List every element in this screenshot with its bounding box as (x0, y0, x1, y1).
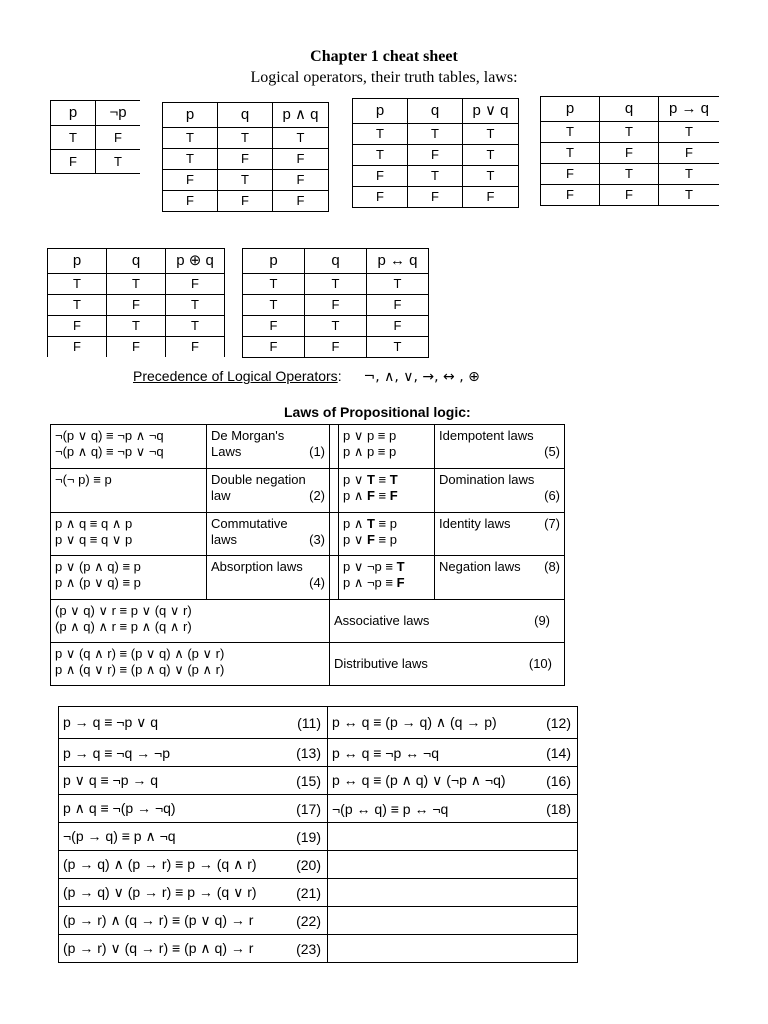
law-formula (51, 425, 207, 468)
law-name (435, 513, 564, 555)
law-name (435, 425, 564, 468)
table-cell: T (353, 124, 408, 145)
law-formula (51, 643, 330, 685)
table-cell: F (541, 185, 600, 206)
formula-part: T (366, 472, 375, 487)
equivalence-formula: (p → r) ∨ (q → r) ≡ (p ∧ q) → r (63, 940, 254, 956)
table-row (58, 706, 578, 738)
table-cell: F (273, 149, 329, 170)
equivalence-number: (20) (296, 856, 321, 873)
table-header: p (48, 249, 107, 274)
table-cell: F (273, 170, 329, 191)
equivalence-cell (59, 795, 328, 822)
table-cell: F (367, 316, 429, 337)
law-number: (7) (544, 516, 560, 531)
equivalence-cell (59, 879, 328, 906)
law-name-line: law (211, 488, 231, 503)
equivalence-cell-empty (328, 907, 577, 934)
formula-part: ≡ p (374, 516, 397, 531)
law-name-line: Identity laws (439, 516, 511, 531)
equivalence-number: (19) (296, 828, 321, 845)
laws-row (50, 512, 565, 555)
formula-line: ¬(p ∧ q) ≡ ¬p ∨ ¬q (55, 444, 164, 459)
table-header: ¬p (96, 101, 141, 126)
table-header: p ∨ q (463, 99, 519, 124)
table-cell: F (273, 191, 329, 212)
equivalence-cell (59, 707, 328, 738)
formula-part: p ∧ (343, 488, 367, 503)
equivalence-cell (59, 739, 328, 766)
table-cell: T (305, 316, 367, 337)
truth-table-implies (540, 96, 719, 206)
formula-part: F (366, 532, 375, 547)
table-cell: F (408, 187, 463, 208)
truth-table-iff (242, 248, 429, 358)
equivalence-formula: ¬(p → q) ≡ p ∧ ¬q (63, 828, 176, 844)
table-cell: T (408, 124, 463, 145)
table-cell: F (243, 337, 305, 358)
law-number: (5) (544, 444, 560, 459)
table-cell: T (273, 128, 329, 149)
law-formula (339, 513, 435, 555)
equivalence-number: (15) (296, 772, 321, 789)
table-cell: F (353, 166, 408, 187)
table-cell: F (96, 126, 141, 150)
equivalence-number: (18) (546, 800, 571, 817)
table-cell: T (463, 166, 519, 187)
law-number: (6) (544, 488, 560, 503)
page-subtitle: Logical operators, their truth tables, laws: (250, 69, 518, 86)
laws-table (50, 424, 565, 686)
precedence-colon: : (337, 368, 342, 384)
formula-line: p ∨ p ≡ p (343, 428, 397, 443)
truth-table-xor (47, 248, 225, 357)
law-name-line: Associative laws (334, 613, 430, 628)
law-name-line: Commutative (211, 516, 288, 531)
law-number: (9) (534, 613, 550, 628)
equivalence-formula: p ↔ q ≡ (p → q) ∧ (q → p) (332, 714, 497, 730)
equivalence-cell (59, 767, 328, 794)
equivalence-cell (328, 739, 577, 766)
table-cell: T (367, 337, 429, 358)
table-cell: T (659, 164, 720, 185)
table-cell: F (218, 191, 273, 212)
formula-line: ¬(p ∨ q) ≡ ¬p ∧ ¬q (55, 428, 164, 443)
equivalence-formula: ¬(p ↔ q) ≡ p ↔ ¬q (332, 800, 449, 817)
equivalence-formula: p ↔ q ≡ ¬p ↔ ¬q (332, 744, 440, 761)
formula-line: (p ∧ q) ∧ r ≡ p ∧ (q ∧ r) (55, 619, 192, 634)
formula-line: ¬(¬ p) ≡ p (55, 472, 112, 487)
divider (330, 425, 339, 468)
law-formula (339, 469, 435, 512)
formula-line: p ∨ q ≡ q ∨ p (55, 532, 133, 547)
table-cell: F (163, 191, 218, 212)
formula-line: p ∧ q ≡ q ∧ p (55, 516, 133, 531)
equivalence-cell (328, 767, 577, 794)
equivalence-cell (59, 851, 328, 878)
law-number: (10) (528, 656, 552, 671)
laws-heading: Laws of Propositional logic: (284, 404, 471, 420)
table-cell: F (600, 143, 659, 164)
table-cell: F (305, 295, 367, 316)
table-cell: F (48, 337, 107, 358)
equivalence-cell-empty (328, 851, 577, 878)
law-name-line: Distributive laws (334, 656, 428, 671)
table-cell: T (166, 295, 225, 316)
equivalence-number: (14) (546, 744, 571, 761)
equivalence-number: (16) (546, 772, 571, 789)
table-cell: F (600, 185, 659, 206)
divider (330, 556, 339, 599)
law-name (330, 643, 564, 685)
law-name (207, 556, 330, 599)
table-header: p ↔ q (367, 249, 429, 274)
law-name-line: Double negation (211, 472, 306, 487)
formula-line: p ∧ p ≡ p (343, 444, 397, 459)
table-cell: T (659, 185, 720, 206)
equivalence-formula: p → q ≡ ¬p ∨ q (63, 714, 159, 730)
divider (330, 469, 339, 512)
formula-part: ≡ (374, 472, 390, 487)
law-number: (2) (309, 488, 325, 503)
formula-part: T (396, 559, 405, 574)
table-cell: F (367, 295, 429, 316)
laws-row (50, 599, 565, 642)
law-number: (3) (309, 532, 325, 547)
table-header: p ∧ q (273, 103, 329, 128)
formula-part: F (366, 488, 375, 503)
laws-row (50, 424, 565, 468)
table-cell: T (51, 126, 96, 150)
table-cell: F (353, 187, 408, 208)
precedence-label: Precedence of Logical Operators (133, 368, 338, 384)
equivalence-number: (22) (296, 912, 321, 929)
law-name-line: Idempotent laws (439, 428, 534, 443)
table-cell: T (600, 164, 659, 185)
equivalence-formula: (p → q) ∨ (p → r) ≡ p → (q ∨ r) (63, 884, 257, 900)
formula-line: p ∨ (p ∧ q) ≡ p (55, 559, 141, 574)
formula-part: T (389, 472, 398, 487)
precedence-line (133, 368, 480, 385)
table-cell: T (243, 274, 305, 295)
table-row (58, 850, 578, 878)
table-cell: F (107, 295, 166, 316)
equivalence-formula: p ∧ q ≡ ¬(p → ¬q) (63, 800, 176, 816)
table-cell: T (367, 274, 429, 295)
table-row (58, 766, 578, 794)
truth-table-not (50, 100, 140, 174)
equivalence-number: (13) (296, 744, 321, 761)
table-cell: T (218, 128, 273, 149)
table-header: p → q (659, 97, 720, 122)
formula-part: T (366, 516, 375, 531)
equivalences-table (58, 706, 578, 963)
equivalence-number: (21) (296, 884, 321, 901)
formula-part: p ∧ ¬p ≡ (343, 575, 397, 590)
equivalence-cell-empty (328, 823, 577, 850)
table-header: q (408, 99, 463, 124)
page-title: Chapter 1 cheat sheet (310, 48, 458, 65)
table-row (58, 794, 578, 822)
formula-part: p ∨ (343, 472, 367, 487)
table-cell: F (463, 187, 519, 208)
table-row (58, 878, 578, 906)
formula-part: F (396, 575, 405, 590)
table-cell: F (48, 316, 107, 337)
equivalence-number: (11) (297, 714, 321, 731)
law-name-line: laws (211, 532, 238, 547)
table-header: q (218, 103, 273, 128)
table-cell: T (463, 145, 519, 166)
table-header: q (107, 249, 166, 274)
table-cell: F (166, 337, 225, 358)
law-name (435, 556, 564, 599)
precedence-operators: ¬, ∧, ∨, →, ↔ , ⊕ (363, 369, 480, 385)
law-formula (51, 556, 207, 599)
table-cell: T (48, 274, 107, 295)
table-cell: T (541, 122, 600, 143)
table-cell: F (166, 274, 225, 295)
table-cell: T (659, 122, 720, 143)
table-header: p (163, 103, 218, 128)
table-cell: T (107, 274, 166, 295)
table-cell: T (163, 149, 218, 170)
laws-row (50, 642, 565, 686)
table-header: p ⊕ q (166, 249, 225, 274)
table-cell: T (600, 122, 659, 143)
equivalence-cell-empty (328, 935, 577, 962)
formula-part: p ∨ (343, 532, 367, 547)
law-name (207, 469, 330, 512)
table-header: q (600, 97, 659, 122)
table-cell: F (305, 337, 367, 358)
table-header: p (51, 101, 96, 126)
table-row (58, 906, 578, 934)
laws-row (50, 555, 565, 599)
table-cell: T (48, 295, 107, 316)
law-formula (51, 513, 207, 555)
formula-line: (p ∨ q) ∨ r ≡ p ∨ (q ∨ r) (55, 603, 192, 618)
formula-part: ≡ (374, 488, 390, 503)
law-name-line: Absorption laws (211, 559, 303, 574)
table-cell: T (163, 128, 218, 149)
law-name-line: Negation laws (439, 559, 521, 574)
table-cell: T (541, 143, 600, 164)
table-header: p (353, 99, 408, 124)
table-cell: F (659, 143, 720, 164)
table-cell: F (243, 316, 305, 337)
formula-line: p ∧ (p ∨ q) ≡ p (55, 575, 141, 590)
equivalence-cell (59, 823, 328, 850)
table-header: p (541, 97, 600, 122)
law-formula (51, 600, 330, 642)
equivalence-number: (23) (296, 940, 321, 957)
table-cell: F (107, 337, 166, 358)
table-cell: T (218, 170, 273, 191)
table-cell: T (305, 274, 367, 295)
divider (330, 513, 339, 555)
equivalence-cell-empty (328, 879, 577, 906)
table-cell: T (463, 124, 519, 145)
equivalence-formula: p ↔ q ≡ (p ∧ q) ∨ (¬p ∧ ¬q) (332, 772, 506, 788)
equivalence-number: (17) (296, 800, 321, 817)
law-name-line: De Morgan's (211, 428, 285, 443)
equivalence-cell (59, 907, 328, 934)
truth-table-or (352, 98, 519, 208)
law-name (207, 425, 330, 468)
table-row (58, 738, 578, 766)
equivalence-formula: (p → q) ∧ (p → r) ≡ p → (q ∧ r) (63, 856, 257, 872)
table-cell: F (163, 170, 218, 191)
table-cell: T (107, 316, 166, 337)
law-formula (339, 425, 435, 468)
law-number: (8) (544, 559, 560, 574)
equivalence-number: (12) (546, 714, 571, 731)
laws-row (50, 468, 565, 512)
law-number: (1) (309, 444, 325, 459)
table-cell: T (243, 295, 305, 316)
formula-line: p ∧ (q ∨ r) ≡ (p ∧ q) ∨ (p ∧ r) (55, 662, 225, 677)
table-row (58, 822, 578, 850)
law-name-line: Domination laws (439, 472, 535, 487)
truth-table-and (162, 102, 329, 212)
law-formula (51, 469, 207, 512)
equivalence-formula: p ∨ q ≡ ¬p → q (63, 772, 159, 788)
equivalence-cell (328, 795, 577, 822)
equivalence-formula: (p → r) ∧ (q → r) ≡ (p ∨ q) → r (63, 912, 254, 928)
table-cell: F (408, 145, 463, 166)
law-name (207, 513, 330, 555)
law-name (435, 469, 564, 512)
table-cell: T (353, 145, 408, 166)
table-cell: F (218, 149, 273, 170)
formula-part: p ∨ ¬p ≡ (343, 559, 397, 574)
table-row (58, 934, 578, 963)
table-header: p (243, 249, 305, 274)
formula-line: p ∨ (q ∧ r) ≡ (p ∨ q) ∧ (p ∨ r) (55, 646, 225, 661)
table-cell: T (96, 150, 141, 174)
law-name-line: Laws (211, 444, 242, 459)
equivalence-cell (328, 707, 577, 738)
equivalence-cell (59, 935, 328, 962)
table-cell: F (51, 150, 96, 174)
law-name (330, 600, 564, 642)
table-cell: F (541, 164, 600, 185)
law-formula (339, 556, 435, 599)
table-cell: T (408, 166, 463, 187)
formula-part: F (389, 488, 398, 503)
formula-part: ≡ p (374, 532, 397, 547)
table-header: q (305, 249, 367, 274)
formula-part: p ∧ (343, 516, 367, 531)
law-number: (4) (309, 575, 325, 590)
equivalence-formula: p → q ≡ ¬q → ¬p (63, 744, 171, 761)
table-cell: T (166, 316, 225, 337)
